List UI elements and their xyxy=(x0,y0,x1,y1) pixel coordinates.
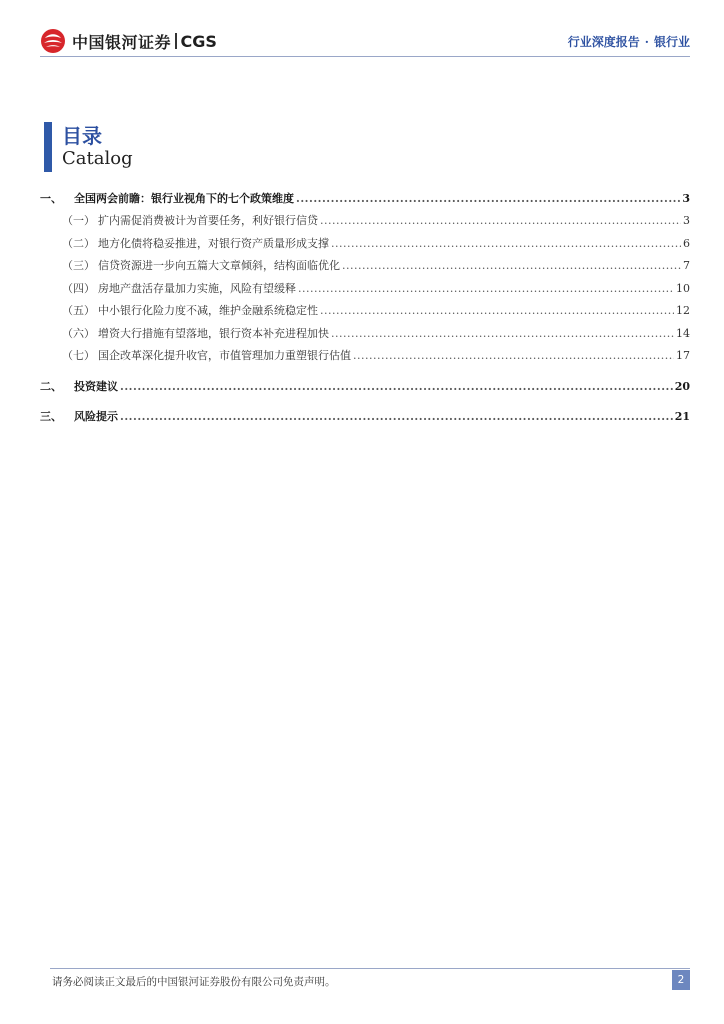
toc-item-number: （五） xyxy=(62,304,95,317)
toc-leader-dots xyxy=(120,410,673,423)
toc-item-page: 7 xyxy=(683,259,690,272)
toc-item-page: 14 xyxy=(676,326,690,340)
toc-leader-dots xyxy=(296,192,680,205)
toc-item-number: （六） xyxy=(62,326,95,340)
toc-item-number: （一） xyxy=(62,214,95,227)
toc-item-title: 国企改革深化提升收官，市值管理加力重塑银行估值 xyxy=(98,349,351,362)
toc-subsection-item[interactable] xyxy=(40,325,690,348)
toc-item-number: （七） xyxy=(62,349,95,362)
toc-leader-dots xyxy=(320,304,674,317)
toc-item-page: 12 xyxy=(676,304,690,317)
toc-subsection-item[interactable] xyxy=(40,347,690,370)
toc-item-number: 一、 xyxy=(40,192,62,205)
toc-item-number: 三、 xyxy=(40,409,62,423)
brand-logo xyxy=(40,28,217,54)
toc-subsection-item[interactable] xyxy=(40,235,690,258)
toc-item-title: 扩内需促消费被计为首要任务，利好银行信贷 xyxy=(98,214,318,227)
page-number: 2 xyxy=(672,970,690,990)
brand-name-cn: 中国银河证券 xyxy=(72,32,172,52)
toc-section-item[interactable] xyxy=(40,378,690,400)
toc-item-title: 风险提示 xyxy=(74,409,118,423)
report-separator: · xyxy=(644,35,649,49)
toc-leader-dots xyxy=(120,380,673,393)
toc-gap xyxy=(40,400,690,408)
toc-gap xyxy=(40,370,690,378)
report-type: 行业深度报告 xyxy=(567,35,640,49)
footer-divider xyxy=(50,968,690,969)
toc-item-title: 增资大行措施有望落地，银行资本补充进程加快 xyxy=(98,326,329,340)
toc-item-number: 二、 xyxy=(40,379,62,393)
toc-item-title: 地方化债将稳妥推进，对银行资产质量形成支撑 xyxy=(98,236,329,250)
toc-item-page: 17 xyxy=(676,349,690,362)
toc-section-item[interactable] xyxy=(40,408,690,430)
brand-name-en: CGS xyxy=(180,31,217,51)
header-divider xyxy=(40,56,690,57)
toc-leader-dots xyxy=(331,327,674,340)
catalog-title-en: Catalog xyxy=(62,148,133,169)
toc-section-item[interactable] xyxy=(40,190,690,212)
toc-item-page: 10 xyxy=(676,281,690,295)
toc-leader-dots xyxy=(298,282,674,295)
toc-leader-dots xyxy=(342,259,681,272)
toc-item-title: 房地产盘活存量加力实施，风险有望缓释 xyxy=(98,281,296,295)
toc-item-number: （二） xyxy=(62,236,95,250)
toc-item-page: 21 xyxy=(674,409,690,423)
toc-subsection-item[interactable] xyxy=(40,257,690,280)
toc-item-title: 全国两会前瞻：银行业视角下的七个政策维度 xyxy=(74,192,294,205)
toc-item-title: 中小银行化险力度不减，维护金融系统稳定性 xyxy=(98,304,318,317)
toc-item-page: 3 xyxy=(683,214,690,227)
catalog-title-cn: 目录 xyxy=(62,124,102,148)
toc-subsection-item[interactable] xyxy=(40,302,690,325)
toc-leader-dots xyxy=(331,237,681,250)
toc-leader-dots xyxy=(320,214,681,227)
industry-name: 银行业 xyxy=(653,35,690,49)
toc-leader-dots xyxy=(353,349,674,362)
toc-item-number: （四） xyxy=(62,281,95,295)
toc-item-page: 3 xyxy=(682,192,690,205)
page-header xyxy=(0,0,724,60)
toc-subsection-item[interactable] xyxy=(40,212,690,235)
table-of-contents xyxy=(40,190,690,430)
toc-item-number: （三） xyxy=(62,259,95,272)
toc-subsection-item[interactable] xyxy=(40,280,690,303)
footer-disclaimer: 请务必阅读正文最后的中国银河证券股份有限公司免责声明。 xyxy=(52,976,336,988)
toc-item-title: 投资建议 xyxy=(74,379,118,393)
brand-divider xyxy=(175,33,177,49)
toc-item-page: 6 xyxy=(683,236,690,250)
title-accent-bar xyxy=(44,122,52,172)
report-type-label xyxy=(568,33,690,50)
toc-item-page: 20 xyxy=(674,379,690,393)
brand-logo-icon xyxy=(40,28,66,54)
toc-item-title: 信贷资源进一步向五篇大文章倾斜，结构面临优化 xyxy=(98,259,340,272)
